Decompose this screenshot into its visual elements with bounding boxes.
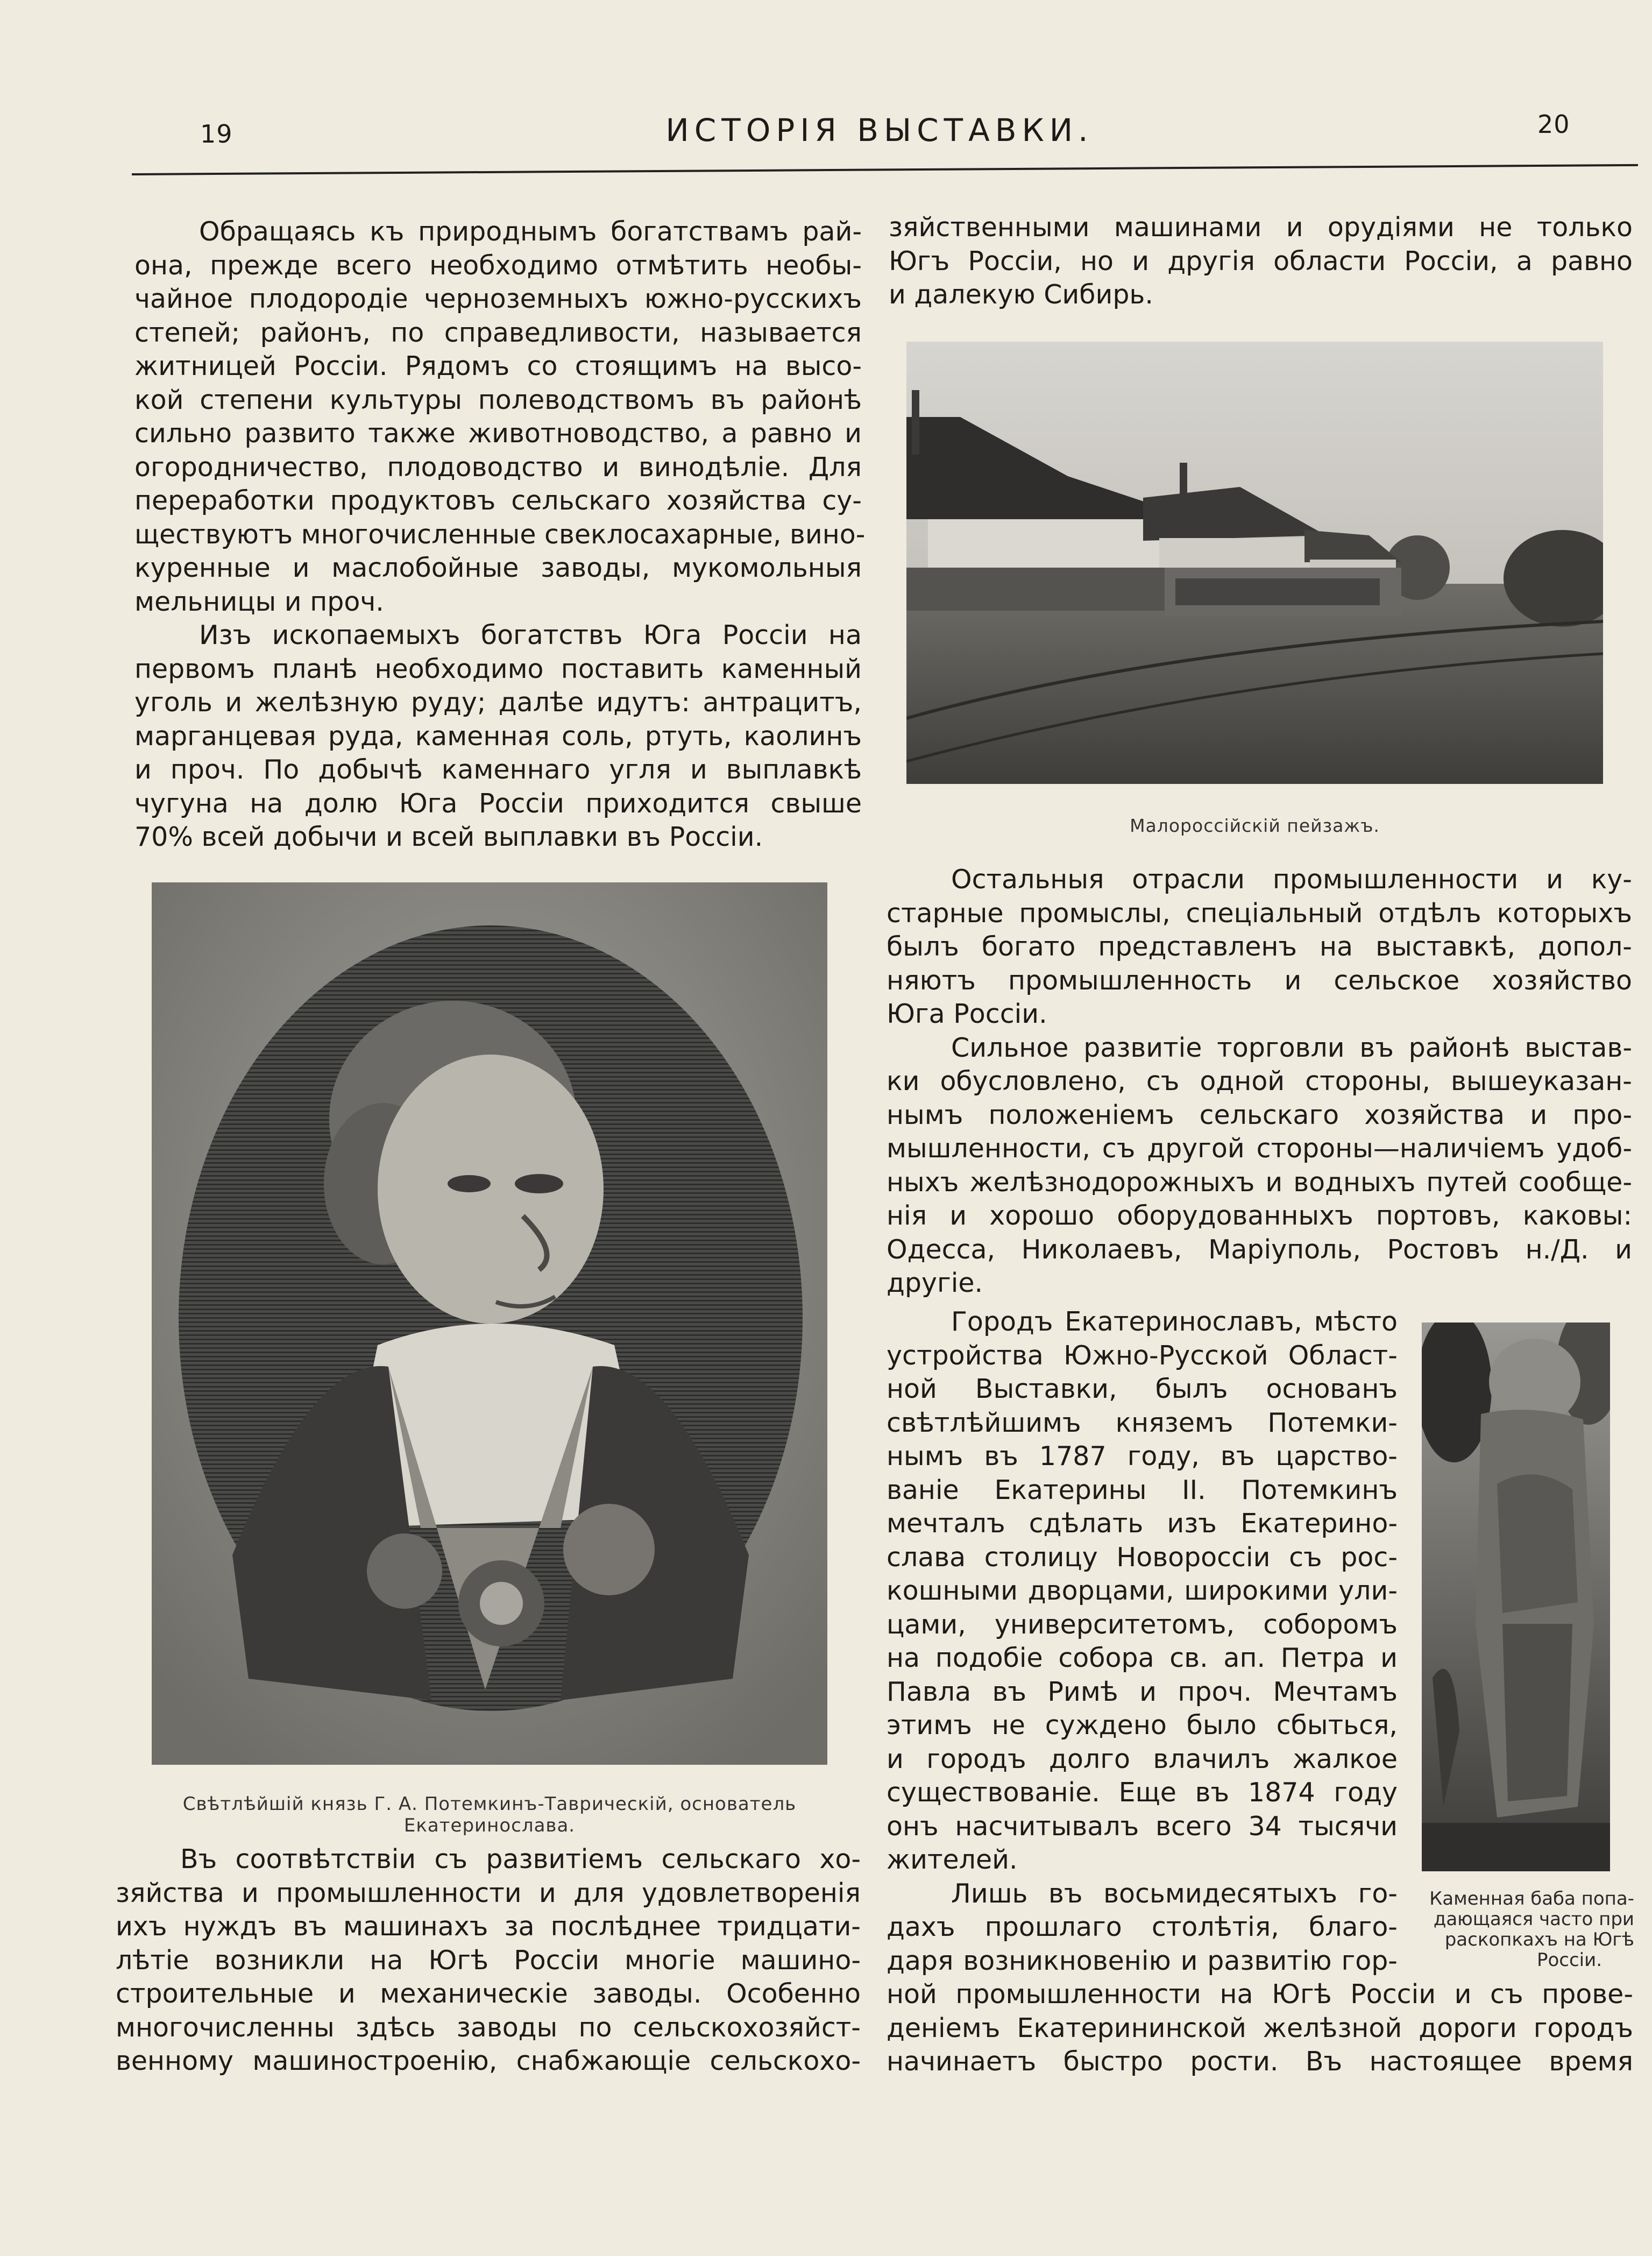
caption-line: Свѣтлѣйшій князь Г. А. Потемкинъ-Таврическій, основатель: [182, 1793, 797, 1815]
caption-line: Екатеринослава.: [403, 1815, 576, 1836]
portrait-engraving: [152, 882, 827, 1765]
caption-line: раскопкахъ на Югѣ: [1444, 1929, 1634, 1950]
text-line: первомъ планѣ необходимо поставить каменный: [134, 653, 862, 684]
text-line: мельницы и проч.: [134, 586, 384, 617]
text-line: старные промыслы, спеціальный отдѣлъ которыхъ: [887, 897, 1632, 929]
text-line: другіе.: [887, 1268, 983, 1298]
right-text-block-1: [889, 211, 1633, 312]
text-line: кошными дворцами, широкими ули-: [887, 1575, 1398, 1606]
right-text-block-3: [887, 1305, 1398, 1978]
text-line: и проч. По добычѣ каменнаго угля и выплавкѣ: [134, 754, 862, 785]
text-line: строительные и механическіе заводы. Особенно: [116, 1978, 861, 2009]
text-line: Одесса, Николаевъ, Маріуполь, Ростовъ н./Д. и: [887, 1234, 1632, 1265]
text-line: няютъ промышленность и сельское хозяйство: [887, 965, 1632, 996]
text-line: многочисленны здѣсь заводы по сельскохозяйст-: [116, 2012, 861, 2043]
text-line: Городъ Екатеринославъ, мѣсто: [951, 1306, 1398, 1337]
landscape-caption: Малороссійскій пейзажъ.: [1130, 815, 1380, 836]
right-text-block-4: [887, 1978, 1633, 2079]
text-line: кой степени культуры полеводствомъ въ районѣ: [134, 384, 862, 415]
portrait-caption: [140, 1793, 839, 1836]
text-line: слава столицу Новороссіи съ рос-: [887, 1541, 1398, 1573]
text-line: степей; районъ, по справедливости, называется: [134, 317, 862, 348]
text-line: ществуютъ многочисленные свеклосахарные, вино-: [134, 519, 866, 550]
text-line: этимъ не суждено было сбыться,: [887, 1710, 1398, 1741]
text-line: венному машиностроенію, снабжающіе сельскохо-: [116, 2046, 861, 2076]
text-line: Остальныя отрасли промышленности и ку-: [951, 864, 1632, 895]
text-line: она, прежде всего необходимо отмѣтить необы-: [134, 250, 862, 281]
caption-line: Каменная баба попа-: [1429, 1888, 1634, 1910]
text-line: Юга Россіи.: [887, 999, 1047, 1029]
text-line: свѣтлѣйшимъ княземъ Потемки-: [887, 1407, 1398, 1438]
text-line: устройства Южно-Русской Област-: [887, 1340, 1398, 1371]
text-line: сильно развито также животноводство, а равно и: [134, 418, 862, 449]
text-line: Въ соотвѣтствіи съ развитіемъ сельскаго хо-: [180, 1844, 861, 1875]
text-line: лѣтіе возникли на Югѣ Россіи многіе машино-: [116, 1944, 861, 1976]
text-line: чугуна на долю Юга Россіи приходится свыше: [134, 788, 862, 819]
caption-line: дающаяся часто при: [1433, 1908, 1634, 1930]
text-line: и далекую Сибирь.: [889, 279, 1153, 310]
text-line: и городъ долго влачилъ жалкое: [887, 1743, 1398, 1774]
text-line: житницей Россіи. Рядомъ со стоящимъ на высо-: [134, 351, 862, 381]
text-line: дахъ прошлаго столѣтія, благо-: [887, 1912, 1398, 1942]
caption-line: Россіи.: [1536, 1949, 1602, 1971]
text-line: жителей.: [887, 1844, 1018, 1875]
text-line: Изъ ископаемыхъ богатствъ Юга Россіи на: [199, 620, 862, 650]
page-number-left: 19: [200, 119, 233, 148]
text-line: ной Выставки, былъ основанъ: [887, 1374, 1398, 1404]
text-line: начинаетъ быстро рости. Въ настоящее время: [887, 2046, 1633, 2077]
text-line: ваніе Екатерины II. Потемкинъ: [887, 1474, 1398, 1505]
text-line: Обращаясь къ природнымъ богатствамъ рай-: [199, 216, 862, 247]
left-text-block-2: [116, 1843, 861, 2078]
text-line: марганцевая руда, каменная соль, ртуть, каолинъ: [134, 720, 862, 752]
text-line: деніемъ Екатерининской желѣзной дороги городъ: [887, 2012, 1633, 2043]
text-line: переработки продуктовъ сельскаго хозяйства су-: [134, 485, 862, 516]
text-line: Югъ Россіи, но и другія области Россіи, а равно: [889, 245, 1633, 277]
text-line: существованіе. Еще въ 1874 году: [887, 1777, 1398, 1808]
text-line: нымъ положеніемъ сельскаго хозяйства и про-: [887, 1099, 1632, 1130]
text-line: куренные и маслобойные заводы, мукомольныя: [134, 553, 862, 583]
text-line: мечталъ сдѣлать изъ Екатерино-: [887, 1508, 1398, 1539]
text-line: Лишь въ восьмидесятыхъ го-: [951, 1878, 1398, 1909]
text-line: зяйственными машинами и орудіями не только: [889, 212, 1633, 243]
stone-idol-photo: [1422, 1323, 1610, 1871]
text-line: на подобіе собора св. ап. Петра и: [887, 1643, 1398, 1673]
text-line: цами, университетомъ, соборомъ: [887, 1609, 1398, 1640]
right-text-block-2: [887, 863, 1632, 1300]
text-line: ной промышленности на Югѣ Россіи и съ прове-: [887, 1979, 1633, 2010]
text-line: ки обусловлено, съ одной стороны, вышеуказан-: [887, 1066, 1632, 1097]
text-line: огородничество, плодоводство и винодѣліе. Для: [134, 451, 862, 483]
landscape-photo: [906, 342, 1603, 784]
text-line: нія и хорошо оборудованныхъ портовъ, каковы:: [887, 1200, 1632, 1231]
stone-idol-caption: [1399, 1889, 1634, 1970]
text-line: ихъ нуждъ въ машинахъ за послѣднее тридцати-: [116, 1911, 861, 1942]
text-line: зяйства и промышленности и для удовлетворенія: [116, 1877, 861, 1908]
running-title: ИСТОРІЯ ВЫСТАВКИ.: [665, 112, 1094, 148]
text-line: мышленности, съ другой стороны—наличіемъ удоб-: [887, 1133, 1632, 1164]
text-line: онъ насчитывалъ всего 34 тысячи: [887, 1811, 1398, 1842]
text-line: Павла въ Римѣ и проч. Мечтамъ: [887, 1676, 1398, 1707]
header-rule: [132, 164, 1638, 175]
text-line: нымъ въ 1787 году, въ царство-: [887, 1441, 1398, 1472]
text-line: чайное плодородіе черноземныхъ южно-русскихъ: [134, 284, 862, 314]
text-line: былъ богато представленъ на выставкѣ, допол-: [887, 931, 1632, 962]
left-text-block-1: [134, 215, 866, 854]
text-line: ныхъ желѣзнодорожныхъ и водныхъ путей сообще-: [887, 1166, 1632, 1198]
text-line: 70% всей добычи и всей выплавки въ Россіи.: [134, 822, 763, 852]
text-line: даря возникновенію и развитію гор-: [887, 1945, 1398, 1976]
page-number-right: 20: [1537, 110, 1570, 139]
text-line: уголь и желѣзную руду; далѣе идутъ: антрацитъ,: [134, 687, 862, 718]
text-line: Сильное развитіе торговли въ районѣ выстав-: [951, 1032, 1632, 1063]
